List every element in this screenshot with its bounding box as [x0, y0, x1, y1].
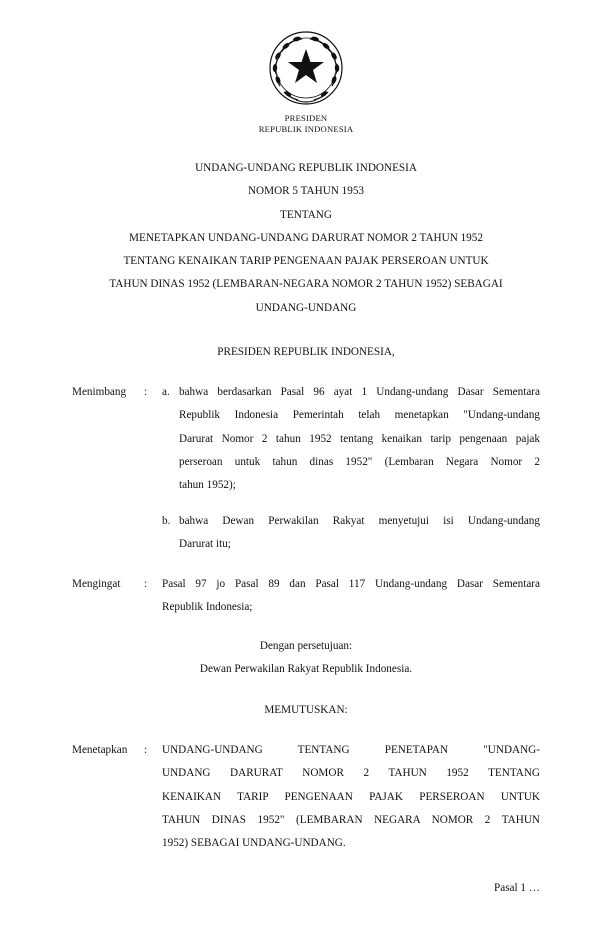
- text-line: Republik Indonesia;: [162, 601, 253, 614]
- menetapkan-label: Menetapkan: [72, 744, 128, 756]
- text-line: 1952) SEBAGAI UNDANG-UNDANG.: [162, 837, 346, 850]
- header-line-2: REPUBLIK INDONESIA: [258, 124, 354, 134]
- text-line: UNDANG DARURAT NOMOR 2 TAHUN 1952 TENTANG: [162, 767, 540, 780]
- menetapkan-colon: :: [144, 744, 148, 756]
- mengingat-label: Mengingat: [72, 578, 121, 590]
- title-line: TAHUN DINAS 1952 (LEMBARAN-NEGARA NOMOR 2 TAHUN 1952) SEBAGAI: [109, 278, 503, 291]
- title-line: TENTANG: [280, 208, 332, 221]
- title-line: NOMOR 5 TAHUN 1953: [247, 185, 365, 198]
- title-line: UNDANG-UNDANG: [255, 301, 357, 314]
- document-title: [0, 157, 612, 320]
- president-heading: PRESIDEN REPUBLIK INDONESIA,: [217, 346, 395, 358]
- menimbang-b-text: [179, 510, 540, 557]
- text-line: perseroan untuk tahun dinas 1952" (Lembaran Negara Nomor 2: [179, 455, 540, 468]
- menimbang-b-marker: b.: [162, 515, 171, 527]
- menimbang-label: Menimbang: [72, 386, 127, 398]
- title-line: UNDANG-UNDANG REPUBLIK INDONESIA: [195, 162, 417, 174]
- header-line-1: PRESIDEN: [284, 113, 328, 123]
- text-line: TAHUN DINAS 1952" (LEMBARAN NEGARA NOMOR 2 TAHUN: [162, 813, 540, 826]
- menetapkan-text: [162, 739, 540, 855]
- persetujuan-line-1: Dengan persetujuan:: [259, 640, 353, 652]
- menimbang-a-text: [179, 381, 540, 497]
- title-line: MENETAPKAN UNDANG-UNDANG DARURAT NOMOR 2 TAHUN 1952: [129, 231, 483, 244]
- text-line: UNDANG-UNDANG TENTANG PENETAPAN "UNDANG-: [162, 744, 540, 756]
- mengingat-colon: :: [144, 578, 148, 590]
- persetujuan-line-2: Dewan Perwakilan Rakyat Republik Indonesia.: [199, 663, 413, 675]
- text-line: bahwa Dewan Perwakilan Rakyat menyetujui isi Undang-undang: [179, 515, 540, 527]
- memutuskan-heading: MEMUTUSKAN:: [264, 704, 348, 716]
- title-line: TENTANG KENAIKAN TARIP PENGENAAN PAJAK PERSEROAN UNTUK: [123, 255, 489, 268]
- next-page-reference: Pasal 1 …: [494, 882, 540, 894]
- mengingat-text: [162, 573, 540, 620]
- text-line: Darurat itu;: [179, 538, 231, 551]
- text-line: Darurat Nomor 2 tahun 1952 tentang kenaikan tarip pengenaan pajak: [179, 432, 540, 445]
- text-line: Pasal 97 jo Pasal 89 dan Pasal 117 Undang-undang Dasar Sementara: [162, 578, 540, 590]
- text-line: KENAIKAN TARIP PENGENAAN PAJAK PERSEROAN UNTUK: [162, 790, 540, 803]
- text-line: Republik Indonesia Pemerintah telah menetapkan "Undang-undang: [179, 409, 540, 422]
- menimbang-colon: :: [144, 386, 148, 398]
- text-line: bahwa berdasarkan Pasal 96 ayat 1 Undang-undang Dasar Sementara: [179, 386, 540, 398]
- menimbang-a-marker: a.: [162, 386, 170, 398]
- text-line: tahun 1952);: [179, 479, 236, 492]
- state-emblem-icon: [266, 28, 346, 108]
